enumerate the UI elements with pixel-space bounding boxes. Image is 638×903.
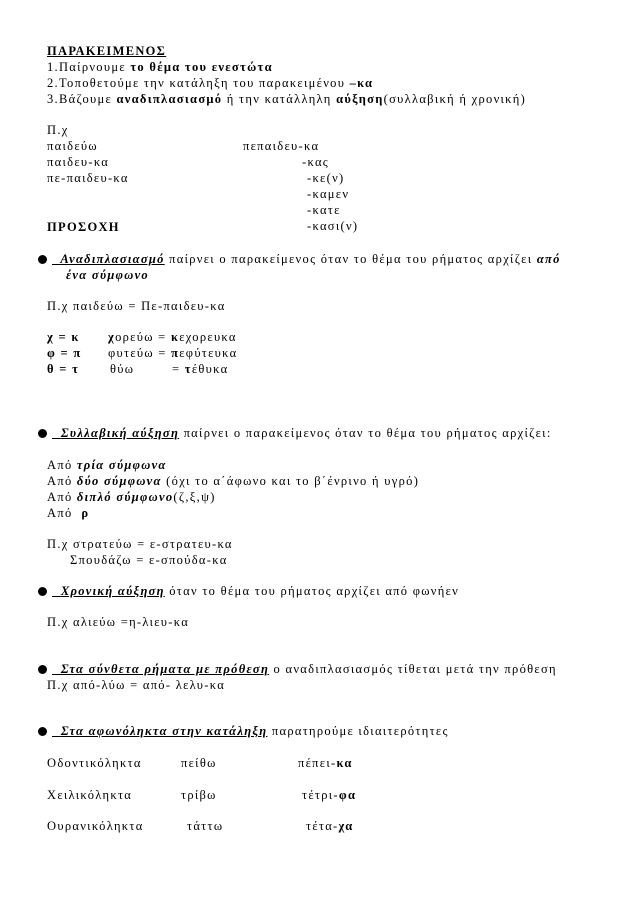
syllabic-case-2: Από δύο σύμφωνα (όχι το α΄άφωνο και το β΄ένρινο ή υγρό) [47,474,420,488]
section-compound-verbs: Στα σύνθετα ρήματα με πρόθεση ο αναδιπλασιασμός τίθεται μετά την πρόθεση [38,662,557,677]
prosoxi-heading: ΠΡΟΣΟΧΗ [47,220,120,234]
mute-perfect-1: πέπει-κα [298,756,353,770]
mute-verb-1: πείθω [181,756,217,770]
section-reduplication-cont: ένα σύμφωνο [66,268,149,282]
ending-3: -καμεν [307,187,350,201]
mute-type-3: Ουρανικόληκτα [47,819,144,833]
section-mute-endings: Στα αφωνόληκτα στην κατάληξη παρατηρούμε ιδιαιτερότητες [38,724,449,739]
mute-perfect-3: τέτα-χα [306,819,354,833]
section-reduplication: Αναδιπλασιασμό παίρνει ο παρακείμενος όταν το θέμα του ρήματος αρχίζει από [38,252,561,267]
rule-2: 2.Τοποθετούμε την κατάληξη του παρακειμένου –κα [47,76,374,90]
syllabic-example-2: Σπουδάζω = ε-σπούδα-κα [70,553,228,567]
pair-example-3-rest: = τέθυκα [172,362,229,376]
rule-1: 1.Παίρνουμε το θέμα του ενεστώτα [47,60,273,74]
example-left-3: πε-παιδευ-κα [47,171,129,185]
example-perfect: πεπαιδευ-κα [243,139,320,153]
ending-4: -κατε [307,203,341,217]
bullet-icon [38,429,47,438]
mute-type-1: Οδοντικόληκτα [47,756,142,770]
syllabic-example-1: Π.χ στρατεύω = ε-στρατευ-κα [47,537,233,551]
pair-row-3: θ = τ [47,362,80,376]
section-temporal-augment: Χρονική αύξηση όταν το θέμα του ρήματος αρχίζει από φωνήεν [38,584,459,599]
pair-example-3: θύω [110,362,135,376]
syllabic-case-4: Από ρ [47,506,90,520]
ending-5: -κασι(ν) [307,219,359,233]
bullet-icon [38,255,47,264]
section-syllabic-augment: Συλλαβική αύξηση παίρνει ο παρακείμενος όταν το θέμα του ρήματος αρχίζει: [38,426,552,441]
syllabic-case-1: Από τρία σύμφωνα [47,458,167,472]
example-left-2: παιδευ-κα [47,155,110,169]
pair-example-1: χορεύω = κεχορευκα [108,330,237,344]
pair-row-1: χ = κ [47,330,80,344]
page-title: ΠΑΡΑΚΕΙΜΕΝΟΣ [47,44,167,58]
reduplication-example: Π.χ παιδεύω = Πε-παιδευ-κα [47,299,226,313]
ending-2: -κε(ν) [307,171,345,185]
mute-perfect-2: τέτρι-φα [302,788,357,802]
example-label: Π.χ [47,123,69,137]
compound-example: Π.χ από-λύω = από- λελυ-κα [47,678,226,692]
temporal-example: Π.χ αλιεύω =η-λιευ-κα [47,615,190,629]
example-left-1: παιδεύω [47,139,98,153]
mute-verb-2: τρίβω [181,788,217,802]
bullet-icon [38,727,47,736]
ending-1: -κας [302,155,330,169]
pair-example-2: φυτεύω = πεφύτευκα [108,346,238,360]
mute-type-2: Χειλικόληκτα [47,788,133,802]
bullet-icon [38,665,47,674]
mute-verb-3: τάττω [187,819,224,833]
pair-row-2: φ = π [47,346,82,360]
bullet-icon [38,587,47,596]
rule-3: 3.Βάζουμε αναδιπλασιασμό ή την κατάλληλη αύξηση(συλλαβική ή χρονική) [47,92,527,106]
syllabic-case-3: Από διπλό σύμφωνο(ζ,ξ,ψ) [47,490,216,504]
